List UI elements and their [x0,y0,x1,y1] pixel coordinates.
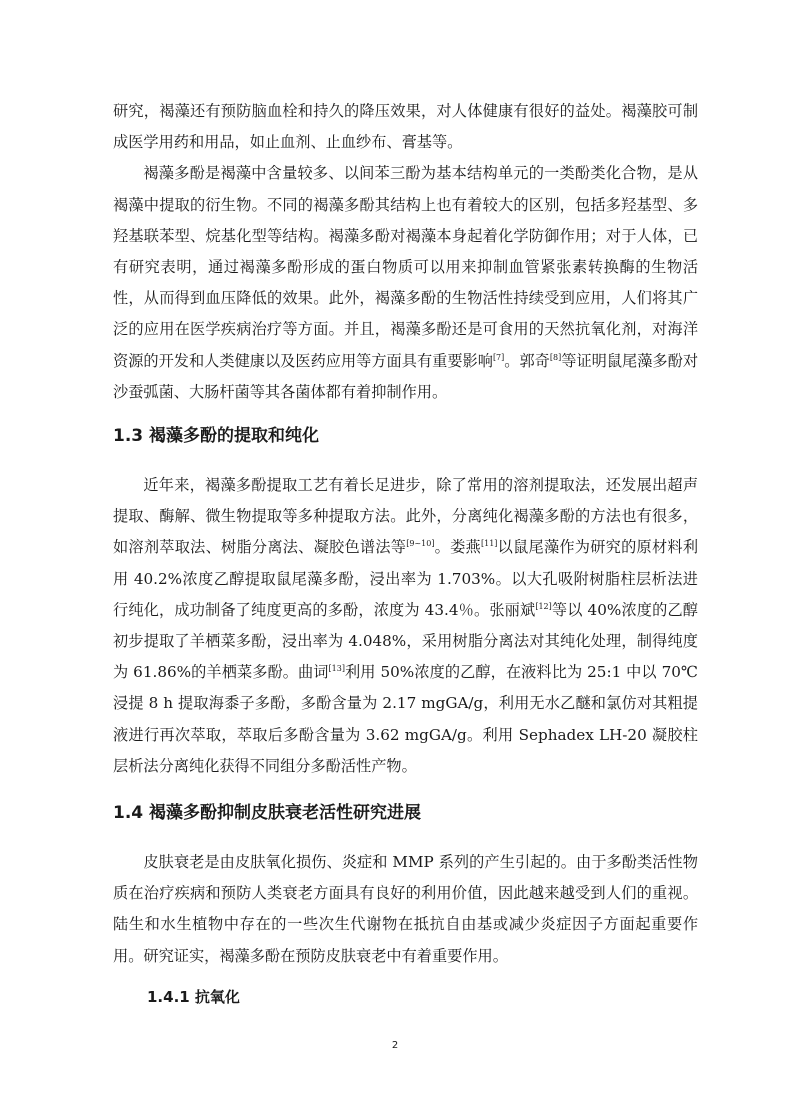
paragraph-text: 利用 50%浓度的乙醇，在液料比为 25:1 中以 70℃浸提 8 h 提取海黍子多酚，多酚含量为 2.17 mgGA/g，利用无水乙醚和氯仿对其粗提液进行再次萃取，萃取后多酚含量为 3.62 mgGA/g。利用 Sephadex LH-20 凝胶柱层析法分离纯化获得不同组分多酚活性产物。 [113,663,698,775]
page-number: 2 [391,1040,399,1051]
citation-ref: [13] [328,664,345,674]
paragraph-algin-uses: 研究，褐藻还有预防脑血栓和持久的降压效果，对人体健康有很好的益处。褐藻胶可制成医学用药和用品，如止血剂、止血纱布、膏基等。 [113,102,698,152]
paragraph-text: 以鼠尾藻作为研究的原材料利用 40.2%浓度乙醇提取鼠尾藻多酚，浸出率为 1.703%。以大孔吸附树脂柱层析法进行纯化，成功制备了纯度更高的多酚，浓度为 43.4％。张丽斌 [113,538,699,619]
paragraph-phlorotannin-intro [113,158,698,408]
paragraph-text: 等以 40%浓度的乙醇初步提取了羊栖菜多酚，浸出率为 4.048%，采用树脂分离法对其纯化处理，制得纯度为 61.86%的羊栖菜多酚。曲词 [113,600,698,682]
section-heading-1-3: 1.3 褐藻多酚的提取和纯化 [113,426,320,446]
citation-ref: [11] [480,539,498,549]
paragraph-text: 近年来，褐藻多酚提取工艺有着长足进步，除了常用的溶剂提取法，还发展出超声提取、酶解、微生物提取等多种提取方法。此外，分离纯化褐藻多酚的方法也有很多，如溶剂萃取法、树脂分离法、凝胶色谱法等 [113,476,698,557]
citation-ref: [8] [549,352,562,362]
citation-ref: [9~10] [406,539,435,549]
paragraph-skin-aging: 皮肤衰老是由皮肤氧化损伤、炎症和 MMP 系列的产生引起的。由于多酚类活性物质在治疗疾病和预防人类衰老方面具有良好的利用价值，因此越来越受到人们的重视。陆生和水生植物中存在的一些次生代谢物在抵抗自由基或减少炎症因子方面起重要作用。研究证实，褐藻多酚在预防皮肤衰老中有着重要作用。 [113,853,698,965]
citation-ref: [7] [492,352,505,362]
paragraph-text: 等证明鼠尾藻多酚对沙蚕弧菌、大肠杆菌等其各菌体都有着抑制作用。 [113,351,699,401]
paragraph-text: 。郭奇 [504,351,550,370]
paragraph-text: 褐藻多酚是褐藻中含量较多、以间苯三酚为基本结构单元的一类酚类化合物，是从褐藻中提取的衍生物。不同的褐藻多酚其结构上也有着较大的区别，包括多羟基型、多羟基联苯型、烷基化型等结构。褐藻多酚对褐藻本身起着化学防御作用；对于人体，已有研究表明，通过褐藻多酚形成的蛋白物质可以用来抑制血管紧张素转换酶的生物活性，从而得到血压降低的效果。此外，褐藻多酚的生物活性持续受到应用，人们将其广泛的应用在医学疾病治疗等方面。并且，褐藻多酚还是可食用的天然抗氧化剂，对海洋资源的开发和人类健康以及医药应用等方面具有重要影响 [113,164,698,370]
section-heading-1-4: 1.4 褐藻多酚抑制皮肤衰老活性研究进展 [113,803,422,823]
paragraph-text: 。娄燕 [434,538,481,557]
paragraph-extraction-purification [113,470,698,782]
citation-ref: [12] [535,601,552,611]
document-page [113,96,698,408]
subsection-heading-1-4-1: 1.4.1 抗氧化 [147,988,240,1006]
